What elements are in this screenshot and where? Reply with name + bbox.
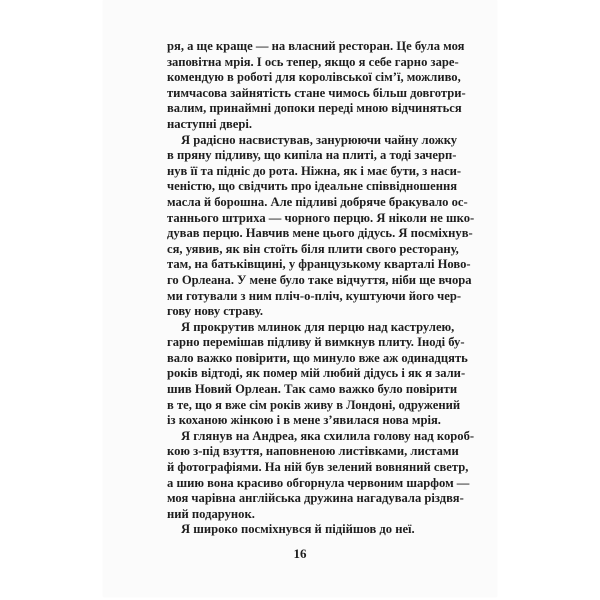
text-line: років відтоді, як помер мій любий дідусь і як я зали- xyxy=(167,366,466,381)
text-line: ний подарунок. xyxy=(167,506,255,521)
text-line: заповітна мрія. І ось тепер, якщо я себе гарно заре- xyxy=(167,54,459,69)
text-line: із коханою жінкою і в мене з’явилася нова мрія. xyxy=(167,413,441,428)
text-line: в те, що я вже сім років живу в Лондоні, одружений xyxy=(167,397,461,412)
text-line: в пряну підливу, що кипіла на плиті, а тоді зачерп- xyxy=(167,148,457,163)
paragraph xyxy=(167,428,475,523)
text-line: гарно перемішав підливу й вимкнув плиту. Іноді бу- xyxy=(167,335,465,350)
text-line: Я глянув на Андреа, яка схилила голову над короб- xyxy=(181,428,475,443)
page-number: 16 xyxy=(293,546,307,561)
text-line: масла й борошна. Але підливі добряче бракувало ос- xyxy=(167,194,468,209)
text-line: Я прокрутив млинок для перцю над каструлею, xyxy=(181,319,455,334)
text-line: нув її та підніс до рота. Ніжна, як і має бути, з наси- xyxy=(167,163,462,178)
paragraph xyxy=(167,319,468,429)
text-line: комендую в роботі для королівської сім’ї, можливо, xyxy=(167,70,461,85)
text-line: й фотографіями. На ній був зелений вовняний светр, xyxy=(167,460,469,475)
text-line: наступні двері. xyxy=(167,116,253,131)
text-line: ся, уявив, як він стоїть біля плити свого ресторану, xyxy=(167,241,459,256)
text-line: валим, принаймні допоки переді мною відчиняться xyxy=(167,101,462,116)
book-page xyxy=(103,0,497,597)
text-line: вало важко повірити, що минуло вже аж одинадцять xyxy=(167,350,468,365)
text-line: ря, а ще краще — на власний ресторан. Це була моя xyxy=(167,39,465,53)
text-line: ченістю, що свідчить про ідеальне співвідношення xyxy=(167,179,458,194)
text-line: а шию вона красиво обгорнула червоним шарфом — xyxy=(167,475,470,490)
text-line: кою з-під взуття, наповненою листівками, листами xyxy=(167,444,459,459)
text-line: дував перцю. Навчив мене цього дідусь. Я посміхнув- xyxy=(167,226,473,241)
body-text xyxy=(167,39,475,538)
paragraph xyxy=(167,39,466,133)
paragraph xyxy=(167,522,433,538)
text-line: гову нову страву. xyxy=(167,304,264,319)
text-line: тимчасова зайнятість стане чимось більш довготри- xyxy=(167,85,466,100)
text-line: шив Новий Орлеан. Так само важко було повірити xyxy=(167,382,458,397)
text-line: моя чарівна англійська дружина нагадувала різдвя- xyxy=(167,491,464,506)
paragraph xyxy=(167,132,475,320)
text-line: го Орлеана. У мене було таке відчуття, ніби ще вчора xyxy=(167,272,472,287)
text-line: там, на батьківщині, у французькому кварталі Ново- xyxy=(167,257,471,272)
text-line: ми готували з ним пліч-о-пліч, куштуючи його чер- xyxy=(167,288,462,303)
text-line: Я радісно насвистував, занурюючи чайну ложку xyxy=(181,132,458,147)
text-line: таннього штриха — чорного перцю. Я ніколи не шко- xyxy=(167,210,475,225)
text-line: Я широко посміхнувся й підійшов до неї. xyxy=(181,522,415,537)
